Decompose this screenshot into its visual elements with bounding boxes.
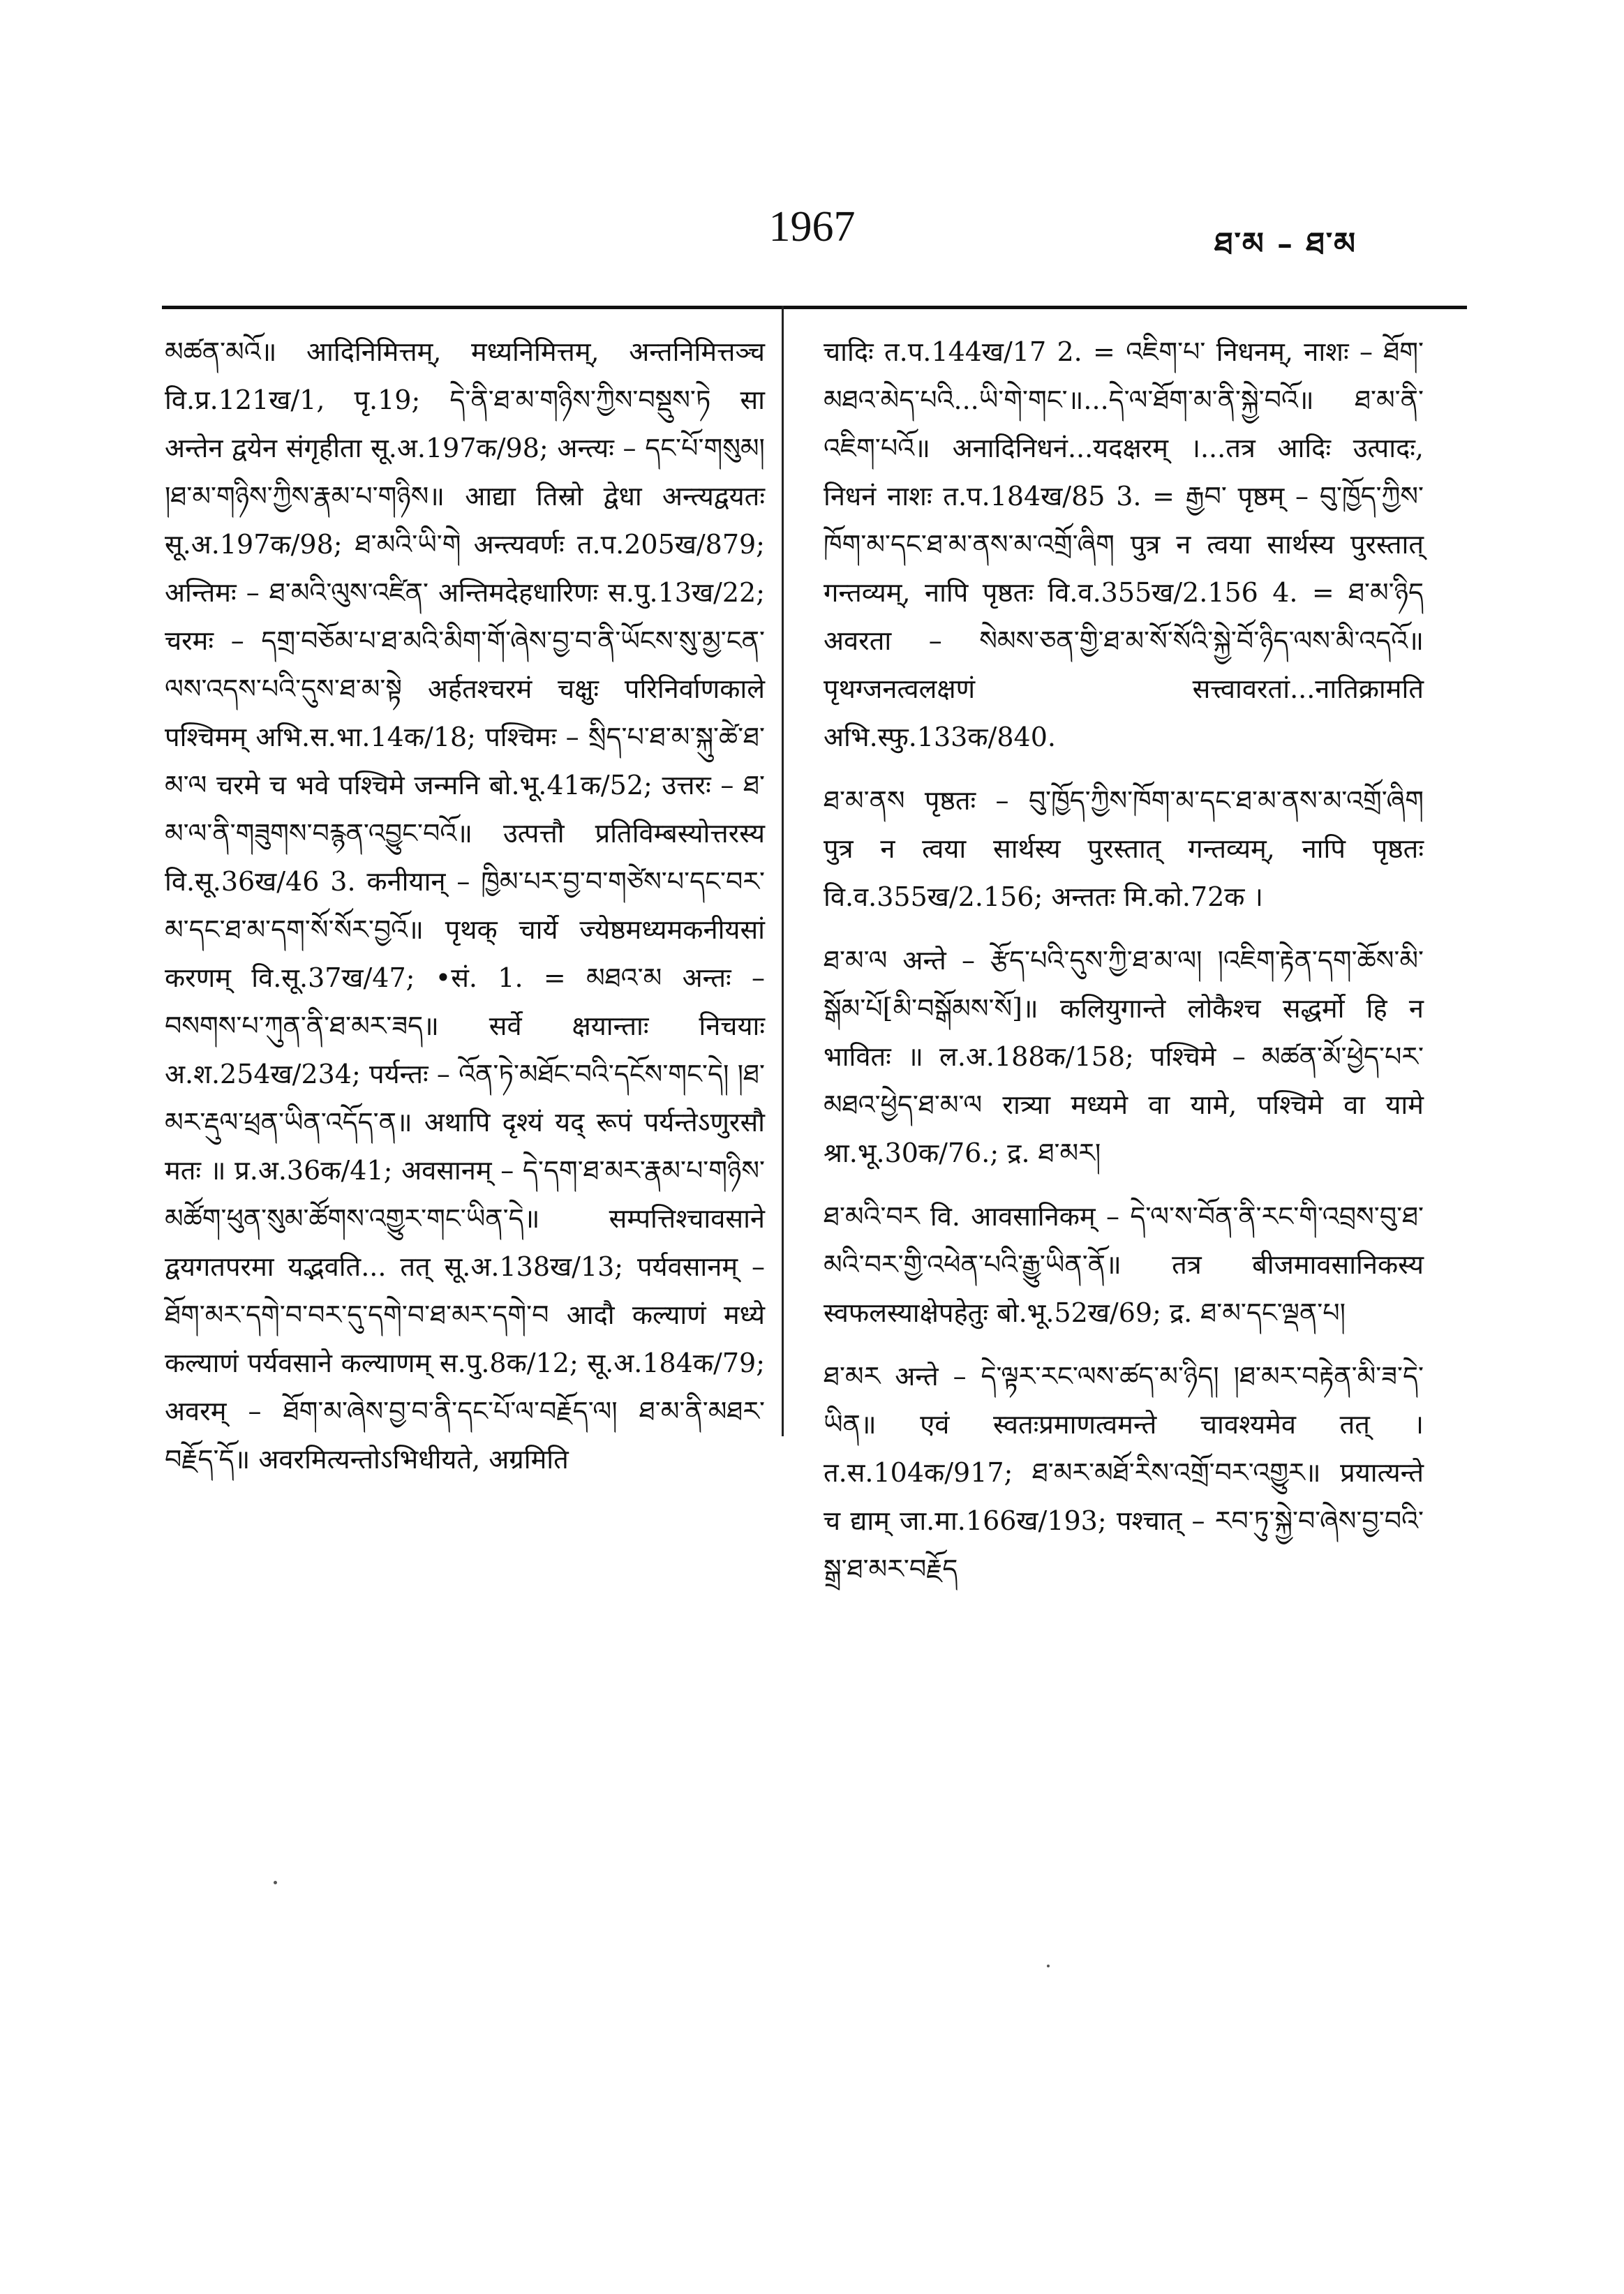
right-entry-text: ཐ་མ་ནས पृष्ठतः – བུ་ཁྱོད་ཀྱིས་ཁོག་མ་དང་ཐ་མ་ནས་མ་འགྲོ་ཞིག पुत्र न त्वया सार्थस्य पुरस्तात् गन्तव्यम्, नापि पृष्ठतः वि.व.355ख/2.156; अन्ततः मि.को.72क । [824, 785, 1424, 912]
scan-speck [274, 1881, 277, 1884]
column-divider [782, 306, 784, 1436]
right-entry-text: ཐ་མ་ལ अन्ते – རྩོད་པའི་དུས་ཀྱི་ཐ་མ་ལ། །འཇིག་རྟེན་དག་ཆོས་མི་སྒོམ་པོ[མི་བསྒོམས་སོ]॥ कलियुगान्ते लोकैश्च सद्धर्मो हि न भावितः ॥ ल.अ.188क/158; पश्चिमे – མཚན་མོ་ཕྱེད་པར་མཐའ་ཕྱེད་ཐ་མ་ལ रात्र्या मध्यमे वा यामे, पश्चिमे वा यामे श्रा.भू.30क/76.; द्र. ཐ་མར། [824, 945, 1424, 1168]
page-number: 1967 [768, 203, 856, 251]
right-entry-text: चादिः त.प.144ख/17 2. = འཇིག་པ་ निधनम्, नाशः – ཐོག་མཐའ་མེད་པའི...ཡི་གེ་གང་॥...དེ་ལ་ཐོག་མ་ནི་སྐྱེ་བའོ॥ ཐ་མ་ནི་འཇིག་པའོ॥ अनादिनिधनं...यदक्षरम् ।...तत्र आदिः उत्पादः, निधनं नाशः त.प.184ख/85 3. = རྒྱབ་ पृष्ठम् – བུ་ཁྱོད་ཀྱིས་ཁོག་མ་དང་ཐ་མ་ནས་མ་འགྲོ་ཞིག पुत्र न त्वया सार्थस्य पुरस्तात् गन्तव्यम्, नापि पृष्ठतः वि.व.355ख/2.156 4. = ཐ་མ་ཉིད अवरता – སེམས་ཅན་གྱི་ཐ་མ་སོ་སོའི་སྐྱེ་བོ་ཉིད་ལས་མི་འདའོ॥ पृथग्जनत्वलक्षणं सत्त्वावरतां...नातिक्रामति अभि.स्फु.133क/840. [824, 336, 1424, 752]
scan-speck [1047, 1965, 1050, 1967]
right-column [824, 328, 1424, 1584]
running-head: ཐ་མ – ཐ་མ [1214, 226, 1357, 262]
left-entry-text: མཚན་མའོ॥ आदिनिमित्तम्, मध्यनिमित्तम्, अन्तनिमित्तञ्च वि.प्र.121ख/1, पृ.19; དེ་ནི་ཐ་མ་གཉིས་ཀྱིས་བསྡུས་ཏེ सा अन्तेन द्वयेन संगृहीता सू.अ.197क/98; अन्त्यः – དང་པོ་གསུམ། །ཐ་མ་གཉིས་ཀྱིས་རྣམ་པ་གཉིས॥ आद्या तिस्रो द्वेधा अन्त्यद्वयतः सू.अ.197क/98; ཐ་མའི་ཡི་གེ अन्त्यवर्णः त.प.205ख/879; अन्तिमः – ཐ་མའི་ལུས་འཛིན་ अन्तिमदेहधारिणः स.पु.13ख/22; चरमः – དགྲ་བཅོམ་པ་ཐ་མའི་མིག་གོ་ཞེས་བྱ་བ་ནི་ཡོངས་སུ་མྱ་ངན་ལས་འདས་པའི་དུས་ཐ་མ་སྟེ अर्हतश्चरमं चक्षुः परिनिर्वाणकाले पश्चिमम् अभि.स.भा.14क/18; पश्चिमः – སྲིད་པ་ཐ་མ་སྐུ་ཚེ་ཐ་མ་ལ चरमे च भवे पश्चिमे जन्मनि बो.भू.41क/52; उत्तरः – ཐ་མ་ལ་ནི་གཟུགས་བརྙན་འབྱུང་བའོ॥ उत्पत्तौ प्रतिविम्बस्योत्तरस्य वि.सू.36ख/46 3. कनीयान् – ཁྱིམ་པར་བྱ་བ་གཙེས་པ་དང་བར་མ་དང་ཐ་མ་དག་སོ་སོར་བྱའོ॥ पृथक् चार्ये ज्येष्ठमध्यमकनीयसां करणम् वि.सू.37ख/47; •सं. 1. = མཐའ་མ अन्तः – བསགས་པ་ཀུན་ནི་ཐ་མར་ཟད॥ सर्वे क्षयान्ताः निचयाः अ.श.254ख/234; पर्यन्तः – འོན་ཏེ་མཐོང་བའི་དངོས་གང་དེ། །ཐ་མར་རྡུལ་ཕྲན་ཡིན་འདོད་ན॥ अथापि दृश्यं यद् रूपं पर्यन्तेऽणुरसौ मतः ॥ प्र.अ.36क/41; अवसानम् – དེ་དག་ཐ་མར་རྣམ་པ་གཉིས་མཚོག་ཕུན་སུམ་ཚོགས་འགྱུར་གང་ཡིན་དེ॥ सम्पत्तिश्चावसाने द्वयगतपरमा यद्भवति... तत् सू.अ.138ख/13; पर्यवसानम् – ཐོག་མར་དགེ་བ་བར་དུ་དགེ་བ་ཐ་མར་དགེ་བ आदौ कल्याणं मध्ये कल्याणं पर्यवसाने कल्याणम् स.पु.8क/12; सू.अ.184क/79; अवरम् – ཐོག་མ་ཞེས་བྱ་བ་ནི་དང་པོ་ལ་བརྗོད་ལ། ཐ་མ་ནི་མཐར་བརྗོད་དོ॥ अवरमित्यन्तोऽभिधीयते, अग्रमिति [165, 336, 765, 1475]
left-column [165, 328, 765, 1473]
header-rule [162, 306, 1467, 309]
right-entry-text: ཐ་མར अन्ते – དེ་ལྟར་རང་ལས་ཚད་མ་ཉིད། །ཐ་མར་བརྟེན་མི་ཟ་དེ་ཡིན॥ एवं स्वतःप्रमाणत्वमन्ते चावश्यमेव तत् । त.स.104क/917; ཐ་མར་མཐོ་རིས་འགྲོ་བར་འགྱུར॥ प्रयात्यन्ते च द्याम् जा.मा.166ख/193; पश्चात् – རབ་ཏུ་སྐྱེ་བ་ཞེས་བྱ་བའི་སྒྲ་ཐ་མར་བརྗོད [824, 1361, 1424, 1584]
right-entry-text: ཐ་མའི་བར वि. आवसानिकम् – དེ་ལ་ས་བོན་ནི་རང་གི་འབྲས་བུ་ཐ་མའི་བར་གྱི་འཕེན་པའི་རྒྱུ་ཡིན་ནོ॥ तत्र बीजमावसानिकस्य स्वफलस्याक्षेपहेतुः बो.भू.52ख/69; द्र. ཐ་མ་དང་ལྡན་པ། [824, 1201, 1424, 1328]
